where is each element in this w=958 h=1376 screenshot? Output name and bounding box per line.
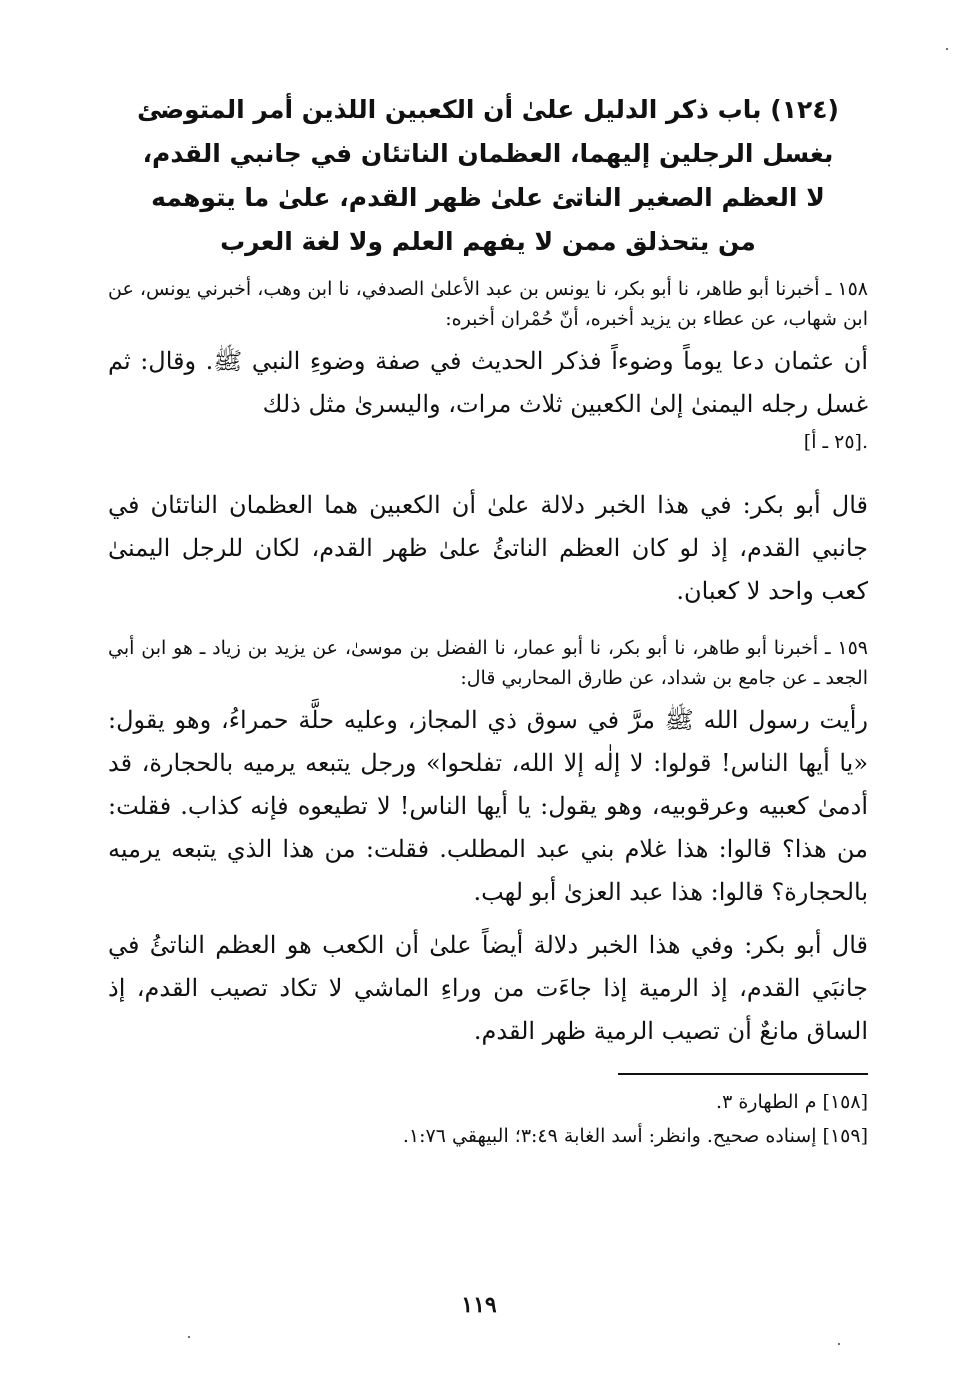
chapter-heading-line: من يتحذلق ممن لا يفهم العلم ولا لغة العرب — [220, 227, 756, 256]
scan-speck — [188, 1336, 190, 1338]
chapter-heading — [108, 88, 868, 264]
footnote-divider — [618, 1073, 868, 1075]
commentary-paragraph-1: قال أبو بكر: في هذا الخبر دلالة علىٰ أن الكعبين هما العظمان الناتئان في جانبي القدم، إذ لو كان العظم الناتئُ علىٰ ظهر القدم، لكان للرجل اليمنىٰ كعب واحد لا كعبان. — [108, 491, 868, 605]
page-body — [108, 88, 868, 1153]
chapter-heading-line: لا العظم الصغير الناتئ علىٰ ظهر القدم، علىٰ ما يتوهمه — [151, 183, 825, 212]
scan-speck — [946, 48, 948, 50]
hadith-158-citation: .[٢٥ ـ أ] — [803, 431, 868, 453]
chapter-heading-line: بغسل الرجلين إليهما، العظمان الناتئان في جانبي القدم، — [142, 139, 834, 168]
scan-speck — [838, 1343, 840, 1345]
commentary-paragraph-2: قال أبو بكر: وفي هذا الخبر دلالة أيضاً علىٰ أن الكعب هو العظم الناتئُ في جانبَي القدم، إذ الرمية إذا جاءَت من وراءِ الماشي لا تكاد تصيب القدم، إذ الساق مانعٌ أن تصيب الرمية ظهر القدم. — [108, 931, 868, 1045]
spacer — [108, 914, 868, 924]
page-number: ١١٩ — [461, 1292, 497, 1318]
hadith-159-matn: رأيت رسول الله ﷺ مرَّ في سوق ذي المجاز، وعليه حلَّة حمراءُ، وهو يقول: «يا أيها الناس! قولوا: لا إلٰه إلا الله، تفلحوا» ورجل يتبعه يرميه بالحجارة، قد أدمىٰ كعبيه وعرقوبيه، وهو يقول: يا أيها الناس! لا تطيعوه فإنه كذاب. فقلت: من هذا؟ قالوا: هذا غلام بني عبد المطلب. فقلت: من هذا الذي يتبعه يرميه بالحجارة؟ قالوا: هذا عبد العزىٰ أبو لهب. — [108, 706, 869, 906]
hadith-158-isnad: ١٥٨ ـ أخبرنا أبو طاهر، نا أبو بكر، نا يونس بن عبد الأعلىٰ الصدفي، نا ابن وهب، أخبرني يونس، عن ابن شهاب، عن عطاء بن يزيد أخبره، أنّ حُمْران أخبره: — [108, 278, 868, 330]
chapter-heading-line: (١٢٤) باب ذكر الدليل علىٰ أن الكعبين اللذين أمر المتوضئ — [137, 95, 839, 124]
footnote-158: [١٥٨] م الطهارة ٣. — [716, 1091, 868, 1113]
hadith-159-isnad: ١٥٩ ـ أخبرنا أبو طاهر، نا أبو بكر، نا أبو عمار، نا الفضل بن موسىٰ، عن يزيد بن زياد ـ هو ابن أبي الجعد ـ عن جامع بن شداد، عن طارق المحاربي قال: — [108, 637, 868, 689]
footnote-159: [١٥٩] إسناده صحيح. وانظر: أسد الغابة ٣:٤٩؛ البيهقي ١:٧٦. — [402, 1125, 868, 1147]
hadith-158-matn: أن عثمان دعا يوماً وضوءاً فذكر الحديث في صفة وضوءِ النبي ﷺ. وقال: ثم غسل رجله اليمنىٰ إلىٰ الكعبين ثلاث مرات، واليسرىٰ مثل ذلك — [108, 347, 868, 418]
